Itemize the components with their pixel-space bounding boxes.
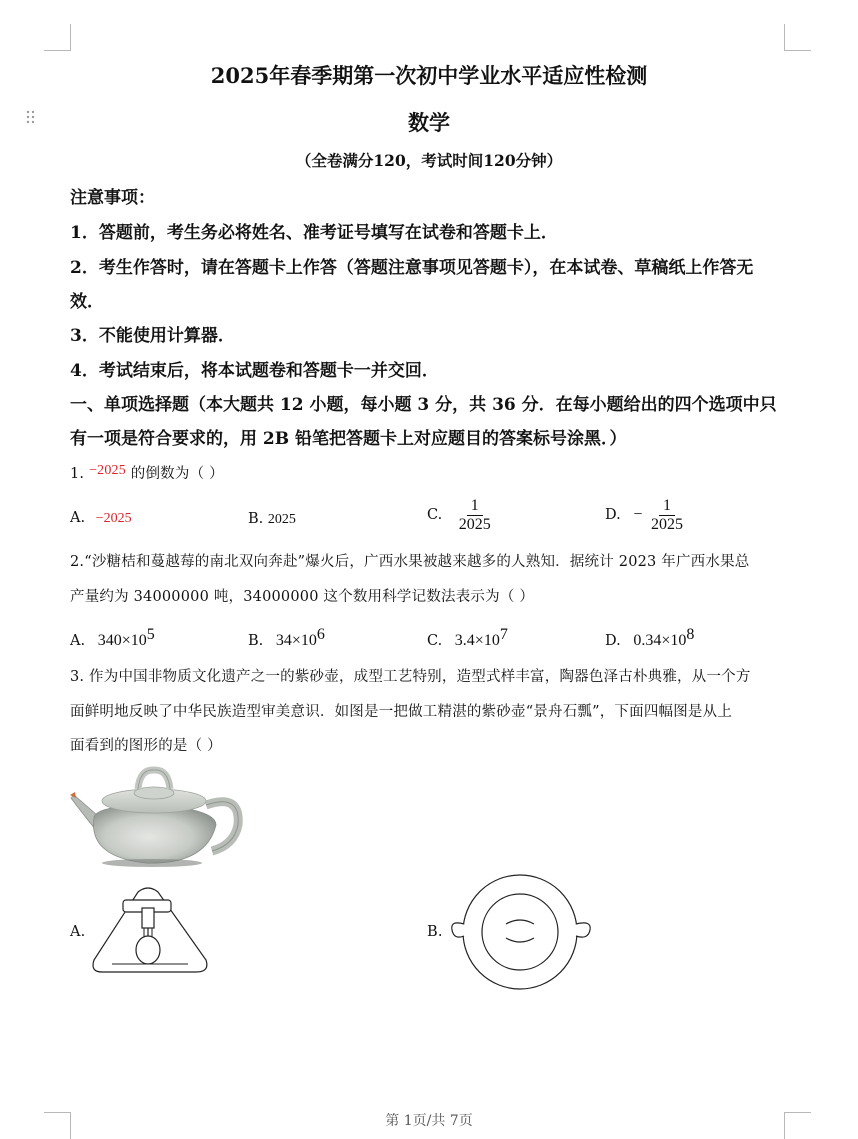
q1-option-b[interactable] xyxy=(248,511,296,528)
q2-option-b[interactable] xyxy=(248,626,325,650)
q2-option-c[interactable] xyxy=(427,626,508,650)
question-2-line1: 2.“沙糖桔和蔓越莓的南北双向奔赴”爆火后，广西水果被越来越多的人熟知．据统计 2023 年广西水果总 xyxy=(70,554,750,570)
question-1 xyxy=(70,462,224,483)
fraction xyxy=(455,497,495,533)
option-exponent: 8 xyxy=(686,626,695,643)
page-footer: 第 1页/共 7页 xyxy=(385,1113,473,1129)
fraction-numerator: 1 xyxy=(659,497,675,516)
option-base: 340×10 xyxy=(97,631,147,649)
section-heading-line2: 有一项是符合要求的，用 2B 铅笔把答题卡上对应题目的答案标号涂黑．） xyxy=(70,429,627,449)
option-label: A. xyxy=(70,632,86,649)
option-label: A. xyxy=(70,510,86,526)
option-base: 3.4×10 xyxy=(454,631,500,649)
q3-option-a-label[interactable]: A. xyxy=(70,924,86,940)
option-exponent: 5 xyxy=(146,626,155,643)
notice-heading: 注意事项： xyxy=(70,188,155,208)
question-3-line3: 面看到的图形的是（ ） xyxy=(70,738,222,754)
q3-option-b-figure[interactable] xyxy=(446,874,596,990)
crop-mark-top-right xyxy=(784,24,811,51)
option-label: B. xyxy=(248,632,264,649)
option-exponent: 6 xyxy=(316,626,325,643)
question-2-line2: 产量约为 34000000 吨，34000000 这个数用科学记数法表示为（ ） xyxy=(70,589,535,605)
option-base: 0.34×10 xyxy=(633,631,687,649)
q3-option-b-label[interactable]: B. xyxy=(427,924,443,940)
section-heading-line1: 一、单项选择题（本大题共 12 小题，每小题 3 分，共 36 分．在每小题给出的四个选项中只 xyxy=(70,395,777,415)
option-label: D. xyxy=(605,507,621,524)
notice-item-3: 3．不能使用计算器． xyxy=(70,326,235,346)
notice-item-2-cont: 效． xyxy=(70,292,104,312)
option-base: 34×10 xyxy=(275,631,317,649)
minus-sign: − xyxy=(633,506,643,524)
option-label: C. xyxy=(427,507,443,524)
option-label: C. xyxy=(427,632,443,649)
q3-option-a-figure[interactable] xyxy=(90,884,210,976)
option-exponent: 7 xyxy=(499,626,508,643)
q2-option-d[interactable] xyxy=(605,626,694,650)
question-3-line1: 3. 作为中国非物质文化遗产之一的紫砂壶，成型工艺特别，造型式样丰富，陶器色泽古朴典雅，从一个方 xyxy=(70,669,751,685)
fraction-numerator: 1 xyxy=(467,497,483,516)
q2-option-a[interactable] xyxy=(70,626,155,650)
crop-mark-top-left xyxy=(44,24,71,51)
question-1-expression: −2025 xyxy=(89,463,126,478)
option-label: B. xyxy=(248,511,264,527)
question-1-text: 的倒数为（ ） xyxy=(130,466,224,482)
q1-option-d[interactable] xyxy=(605,497,687,533)
option-label: D. xyxy=(605,632,621,649)
question-number: 1. xyxy=(70,466,85,482)
page-title: 2025年春季期第一次初中学业水平适应性检测 xyxy=(210,63,648,88)
notice-item-4: 4．考试结束后，将本试题卷和答题卡一并交回． xyxy=(70,361,439,381)
exam-info: （全卷满分120，考试时间120分钟） xyxy=(295,151,563,170)
option-value: 2025 xyxy=(267,512,296,527)
q1-option-a[interactable] xyxy=(70,510,132,527)
subject-title: 数学 xyxy=(408,110,450,135)
fraction-denominator: 2025 xyxy=(650,515,683,533)
question-3-line2: 面鲜明地反映了中华民族造型审美意识．如图是一把做工精湛的紫砂壶“景舟石瓢”，下面四幅图是从上 xyxy=(70,704,733,720)
fraction xyxy=(647,497,687,533)
option-value: −2025 xyxy=(95,511,132,526)
fraction-denominator: 2025 xyxy=(458,515,491,533)
q1-option-c[interactable] xyxy=(427,497,495,533)
notice-item-2: 2．考生作答时，请在答题卡上作答（答题注意事项见答题卡），在本试卷、草稿纸上作答无 xyxy=(70,258,754,278)
notice-item-1: 1．答题前，考生务必将姓名、准考证号填写在试卷和答题卡上． xyxy=(70,223,558,243)
teapot-image xyxy=(66,765,246,870)
